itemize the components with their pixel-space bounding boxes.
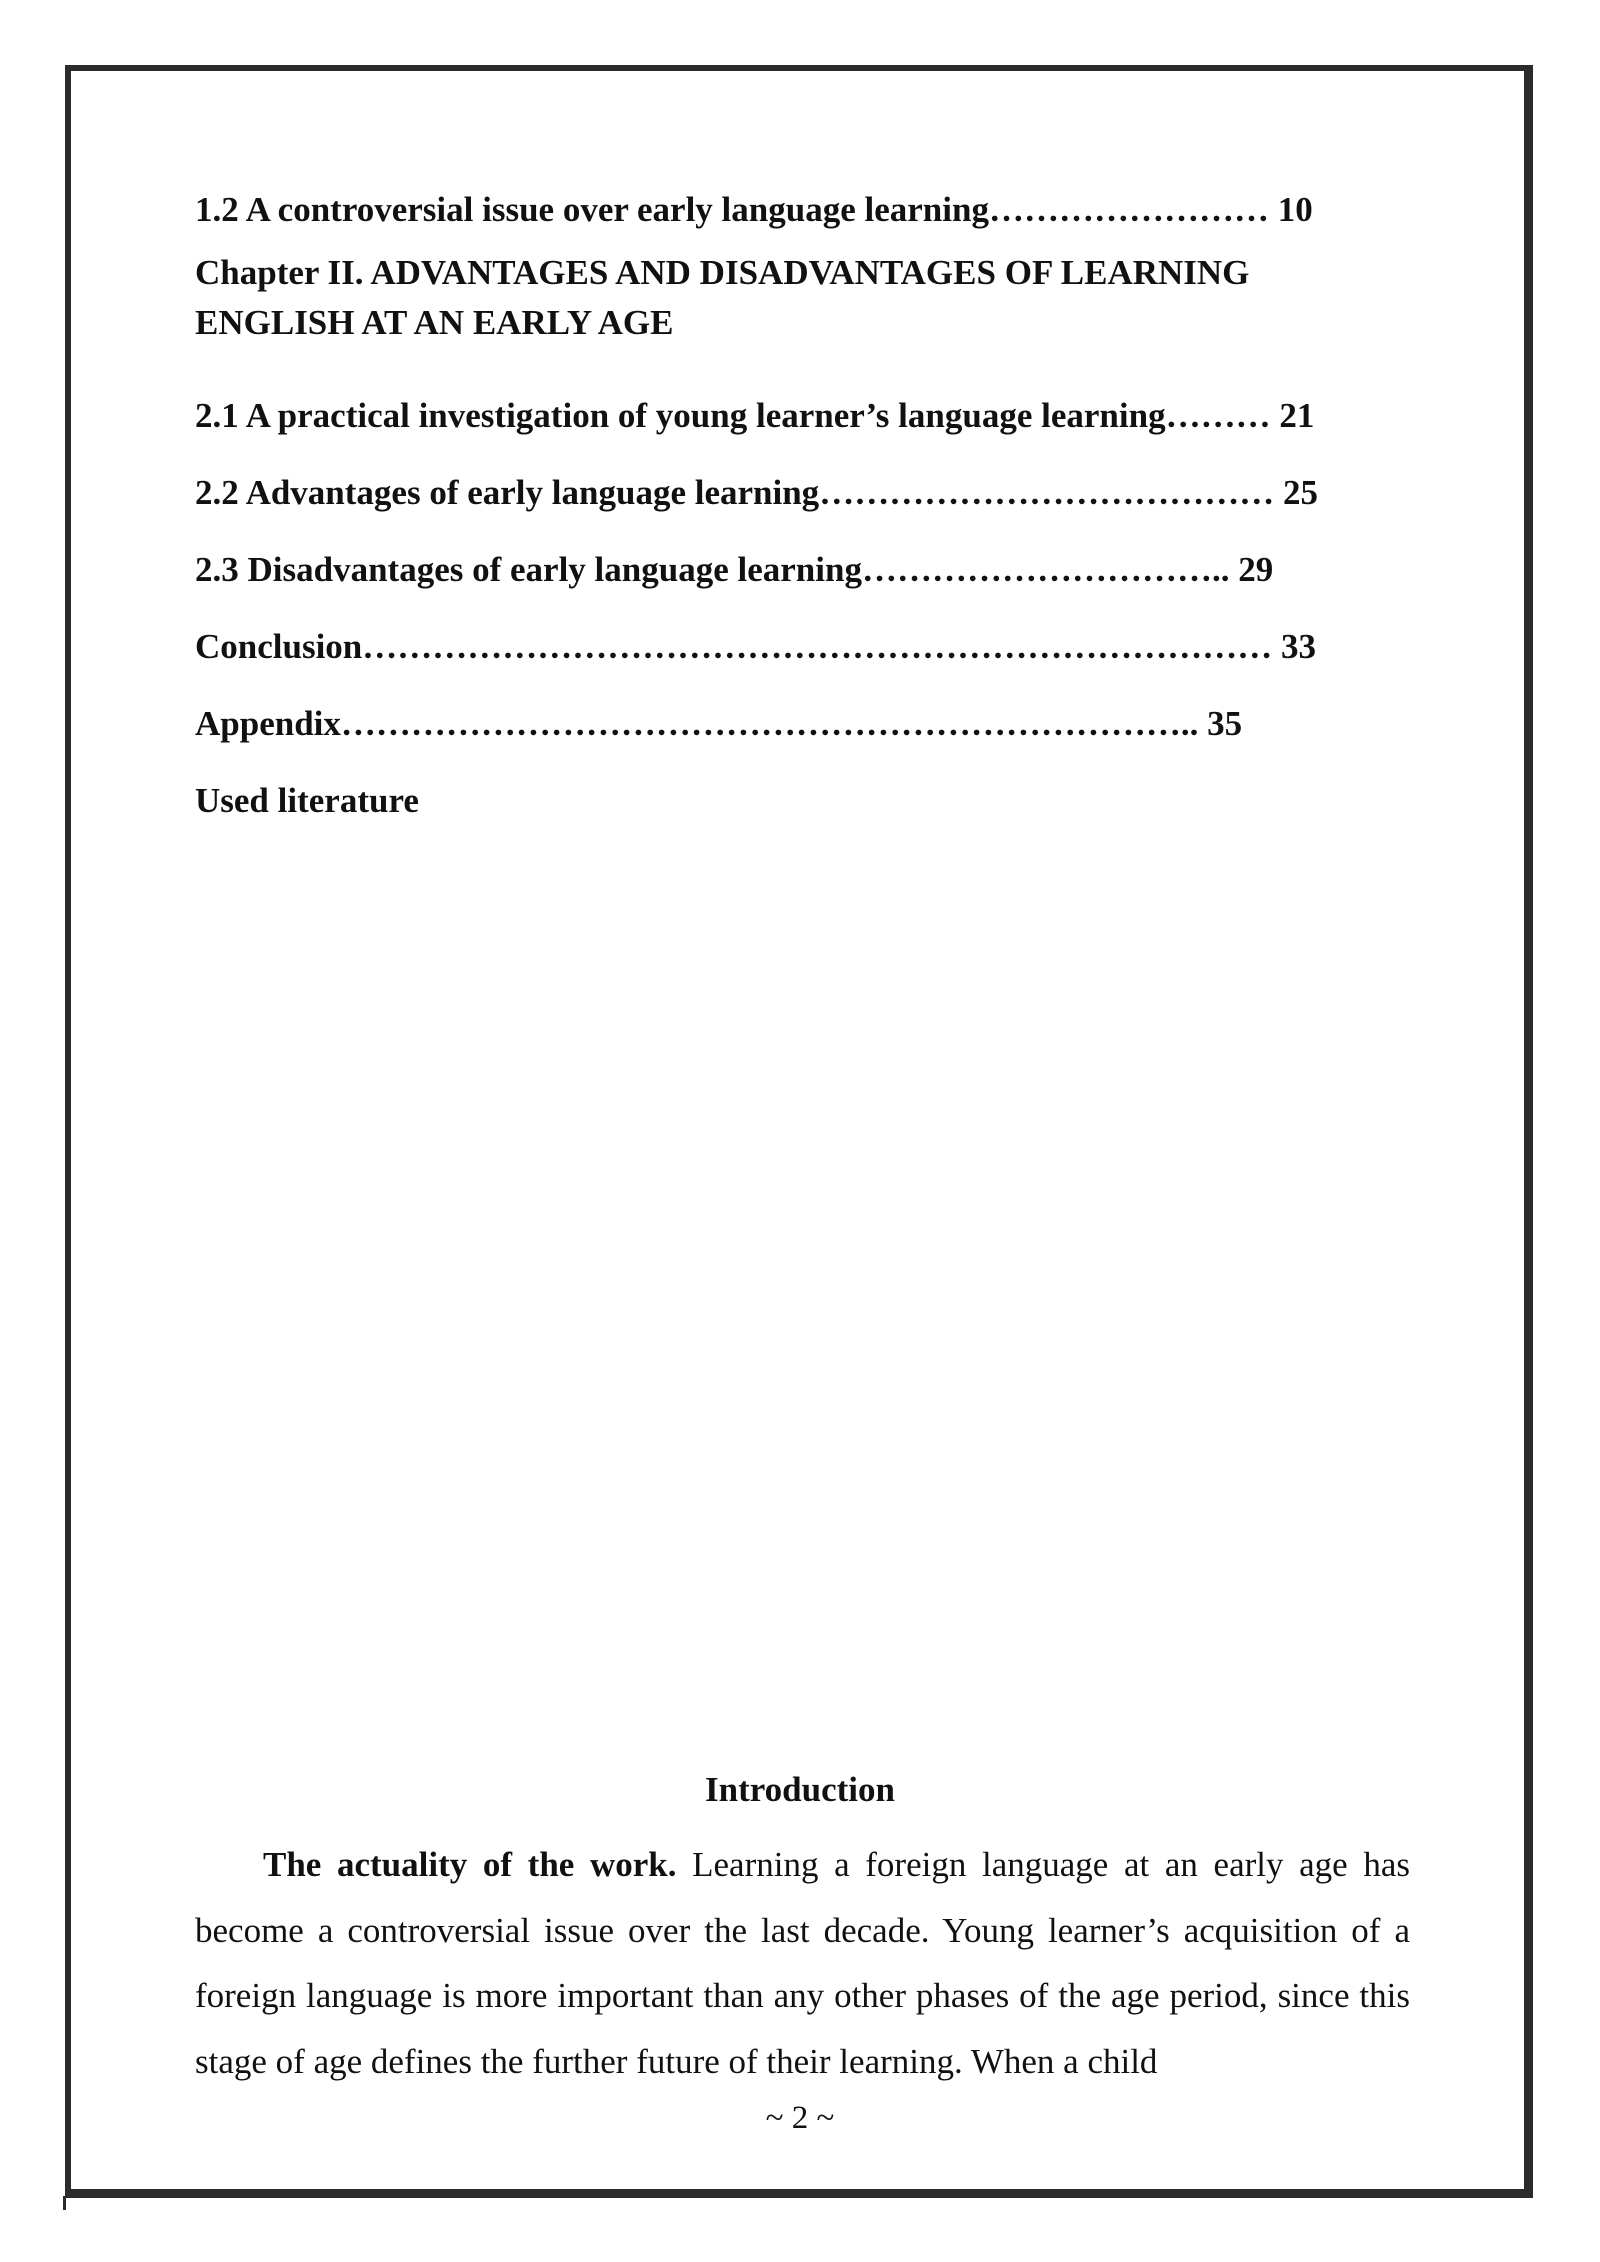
toc-leader-dots: ……………………………………………………………….. xyxy=(340,704,1199,743)
toc-entry-title: Conclusion xyxy=(195,627,363,666)
toc-entry-title: Chapter II. ADVANTAGES AND DISADVANTAGES OF LEARNING ENGLISH AT AN EARLY AGE xyxy=(195,253,1250,342)
toc-entry-appendix[interactable] xyxy=(195,704,1242,744)
toc-page-number: 21 xyxy=(1270,396,1315,435)
page-border-notch xyxy=(63,2196,66,2210)
toc-page-number: 25 xyxy=(1274,473,1318,512)
toc-page-number: 33 xyxy=(1272,627,1317,666)
toc-leader-dots: …………………………………………………………………… xyxy=(362,627,1273,666)
toc-entry-title: 2.3 Disadvantages of early language learning xyxy=(195,550,862,589)
introduction-paragraph xyxy=(195,1832,1410,2094)
toc-entry-title: 2.2 Advantages of early language learning xyxy=(195,473,820,512)
toc-entry-title: 1.2 A controversial issue over early language learning xyxy=(195,190,989,229)
toc-entry-1-2[interactable] xyxy=(195,190,1313,230)
toc-leader-dots: ……… xyxy=(1165,396,1271,435)
introduction-heading: Introduction xyxy=(705,1770,895,1809)
toc-entry-2-3[interactable] xyxy=(195,550,1273,590)
page-number: ~ 2 ~ xyxy=(765,2100,835,2136)
introduction-body: Learning a foreign language at an early age has become a controversial issue over the last decade. Young learner’s acquisition of a foreign language is more important than any other phases of the age period, since this stage of age defines the further future of their learning. When a child xyxy=(195,1845,1410,2081)
toc-entry-used-literature[interactable] xyxy=(195,781,419,821)
toc-page-number: 10 xyxy=(1268,190,1313,229)
toc-entry-2-1[interactable] xyxy=(195,396,1314,436)
toc-leader-dots: ………………………….. xyxy=(861,550,1230,589)
toc-entry-chapter-2[interactable] xyxy=(195,248,1410,348)
toc-leader-dots: ………………………………… xyxy=(819,473,1275,512)
toc-leader-dots: …………………… xyxy=(988,190,1269,229)
toc-entry-title: Appendix xyxy=(195,704,341,743)
toc-page-number: 29 xyxy=(1229,550,1274,589)
toc-entry-conclusion[interactable] xyxy=(195,627,1316,667)
toc-entry-2-2[interactable] xyxy=(195,473,1318,513)
introduction-lead: The actuality of the work. xyxy=(263,1845,677,1884)
toc-entry-title: 2.1 A practical investigation of young learner’s language learning xyxy=(195,396,1166,435)
toc-page-number: 35 xyxy=(1198,704,1243,743)
toc-entry-title: Used literature xyxy=(195,781,419,820)
